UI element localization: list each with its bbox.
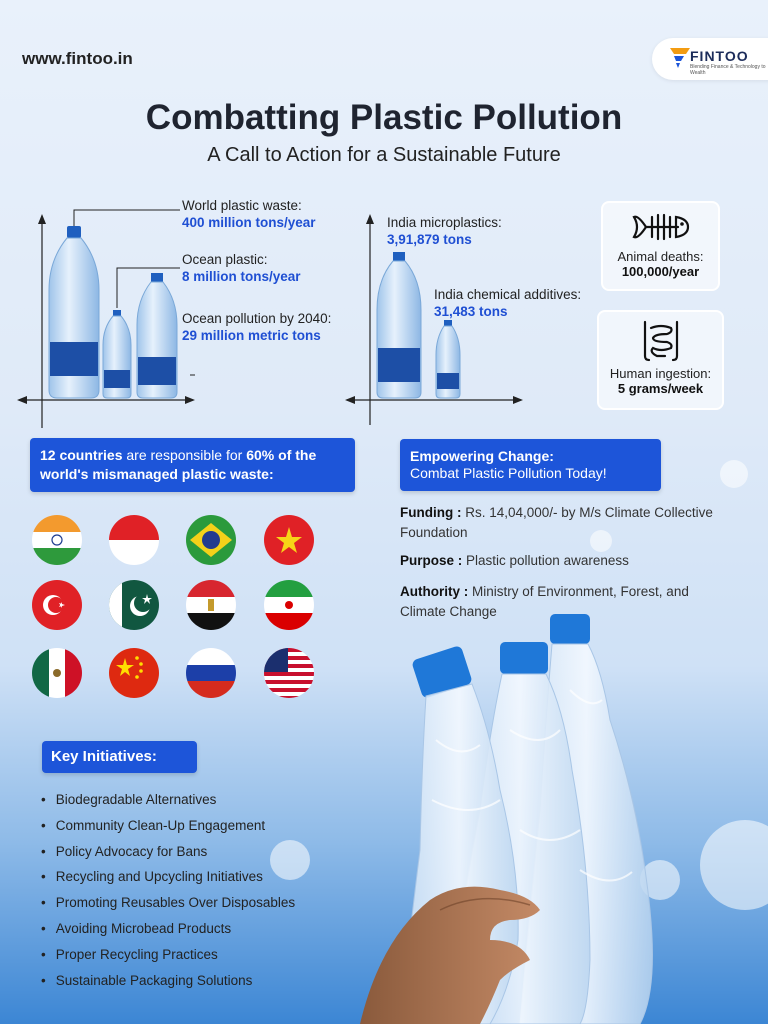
animal-deaths-card <box>601 201 720 291</box>
fish-skeleton-icon <box>632 211 690 243</box>
fintoo-logo-icon <box>670 46 690 70</box>
card-label: Animal deaths: <box>617 249 704 264</box>
stat-label: World plastic waste: <box>182 198 302 213</box>
countries-box <box>30 438 355 492</box>
key-initiatives-title: Key Initiatives: <box>42 741 197 773</box>
countries-text: are responsible for <box>122 447 247 463</box>
card-value: 5 grams/week <box>617 381 704 396</box>
funding-row <box>400 503 730 543</box>
brand-tagline: Blending Finance & Technology to Wealth <box>690 64 766 76</box>
list-item: • Sustainable Packaging Solutions <box>41 973 295 999</box>
flag-russia <box>186 648 236 698</box>
stat-label: India microplastics: <box>387 215 502 230</box>
stat-value: 8 million tons/year <box>182 269 301 284</box>
purpose-row <box>400 551 730 571</box>
empower-box <box>400 439 661 491</box>
flag-iran <box>264 580 314 630</box>
flag-egypt <box>186 580 236 630</box>
list-item: • Recycling and Upcycling Initiatives <box>41 869 295 895</box>
countries-percent: 60% <box>246 447 275 463</box>
list-item: • Policy Advocacy for Bans <box>41 844 295 870</box>
global-bottles-graphic <box>15 200 195 430</box>
list-item: • Biodegradable Alternatives <box>41 792 295 818</box>
purpose-key: Purpose : <box>400 553 463 568</box>
stat-india-additives <box>434 286 581 320</box>
flag-vietnam <box>264 515 314 565</box>
stat-value: 400 million tons/year <box>182 215 316 230</box>
flag-brazil <box>186 515 236 565</box>
flag-turkey <box>32 580 82 630</box>
initiatives-list <box>41 792 295 998</box>
site-url[interactable]: www.fintoo.in <box>22 49 133 68</box>
stat-ocean-plastic <box>182 251 301 285</box>
flag-mexico <box>32 648 82 698</box>
empower-title: Empowering Change: <box>410 448 554 464</box>
stat-label: India chemical additives: <box>434 287 582 302</box>
bokeh-circle <box>720 460 748 488</box>
authority-key: Authority : <box>400 584 469 599</box>
list-item: • Promoting Reusables Over Disposables <box>41 895 295 921</box>
crushed-bottles-photo <box>340 610 768 1024</box>
stat-value: 29 million metric tons <box>182 328 321 343</box>
flag-india <box>32 515 82 565</box>
empower-subtitle: Combat Plastic Pollution Today! <box>410 465 607 481</box>
funding-key: Funding : <box>400 505 462 520</box>
stat-value: 31,483 tons <box>434 304 508 319</box>
authority-value: Ministry of Environment, Forest, and Climate Change <box>400 584 689 619</box>
list-item: • Community Clean-Up Engagement <box>41 818 295 844</box>
purpose-value: Plastic pollution awareness <box>462 553 629 568</box>
flag-pakistan <box>109 580 159 630</box>
brand-name: FINTOO <box>690 48 749 64</box>
stat-world-plastic <box>182 197 316 231</box>
stat-value: 3,91,879 tons <box>387 232 472 247</box>
flag-united-states <box>264 648 314 698</box>
countries-text-bold: of the world's mismanaged plastic waste: <box>40 447 317 482</box>
stat-ocean-2040 <box>182 310 331 344</box>
stat-label: Ocean pollution by 2040: <box>182 311 332 326</box>
funding-value: Rs. 14,04,000/- by M/s Climate Collective Foundation <box>400 505 713 540</box>
list-item: • Proper Recycling Practices <box>41 947 295 973</box>
stat-label: Ocean plastic: <box>182 252 268 267</box>
intestine-icon <box>637 320 685 362</box>
stat-india-microplastics <box>387 214 502 248</box>
list-item: • Avoiding Microbead Products <box>41 921 295 947</box>
page-title: Combatting Plastic Pollution <box>145 98 623 137</box>
card-value: 100,000/year <box>621 264 700 279</box>
human-ingestion-card <box>597 310 724 410</box>
flag-china <box>109 648 159 698</box>
countries-count: 12 countries <box>40 447 123 463</box>
flag-indonesia <box>109 515 159 565</box>
page-subtitle: A Call to Action for a Sustainable Future <box>207 144 561 166</box>
card-label: Human ingestion: <box>609 366 712 381</box>
